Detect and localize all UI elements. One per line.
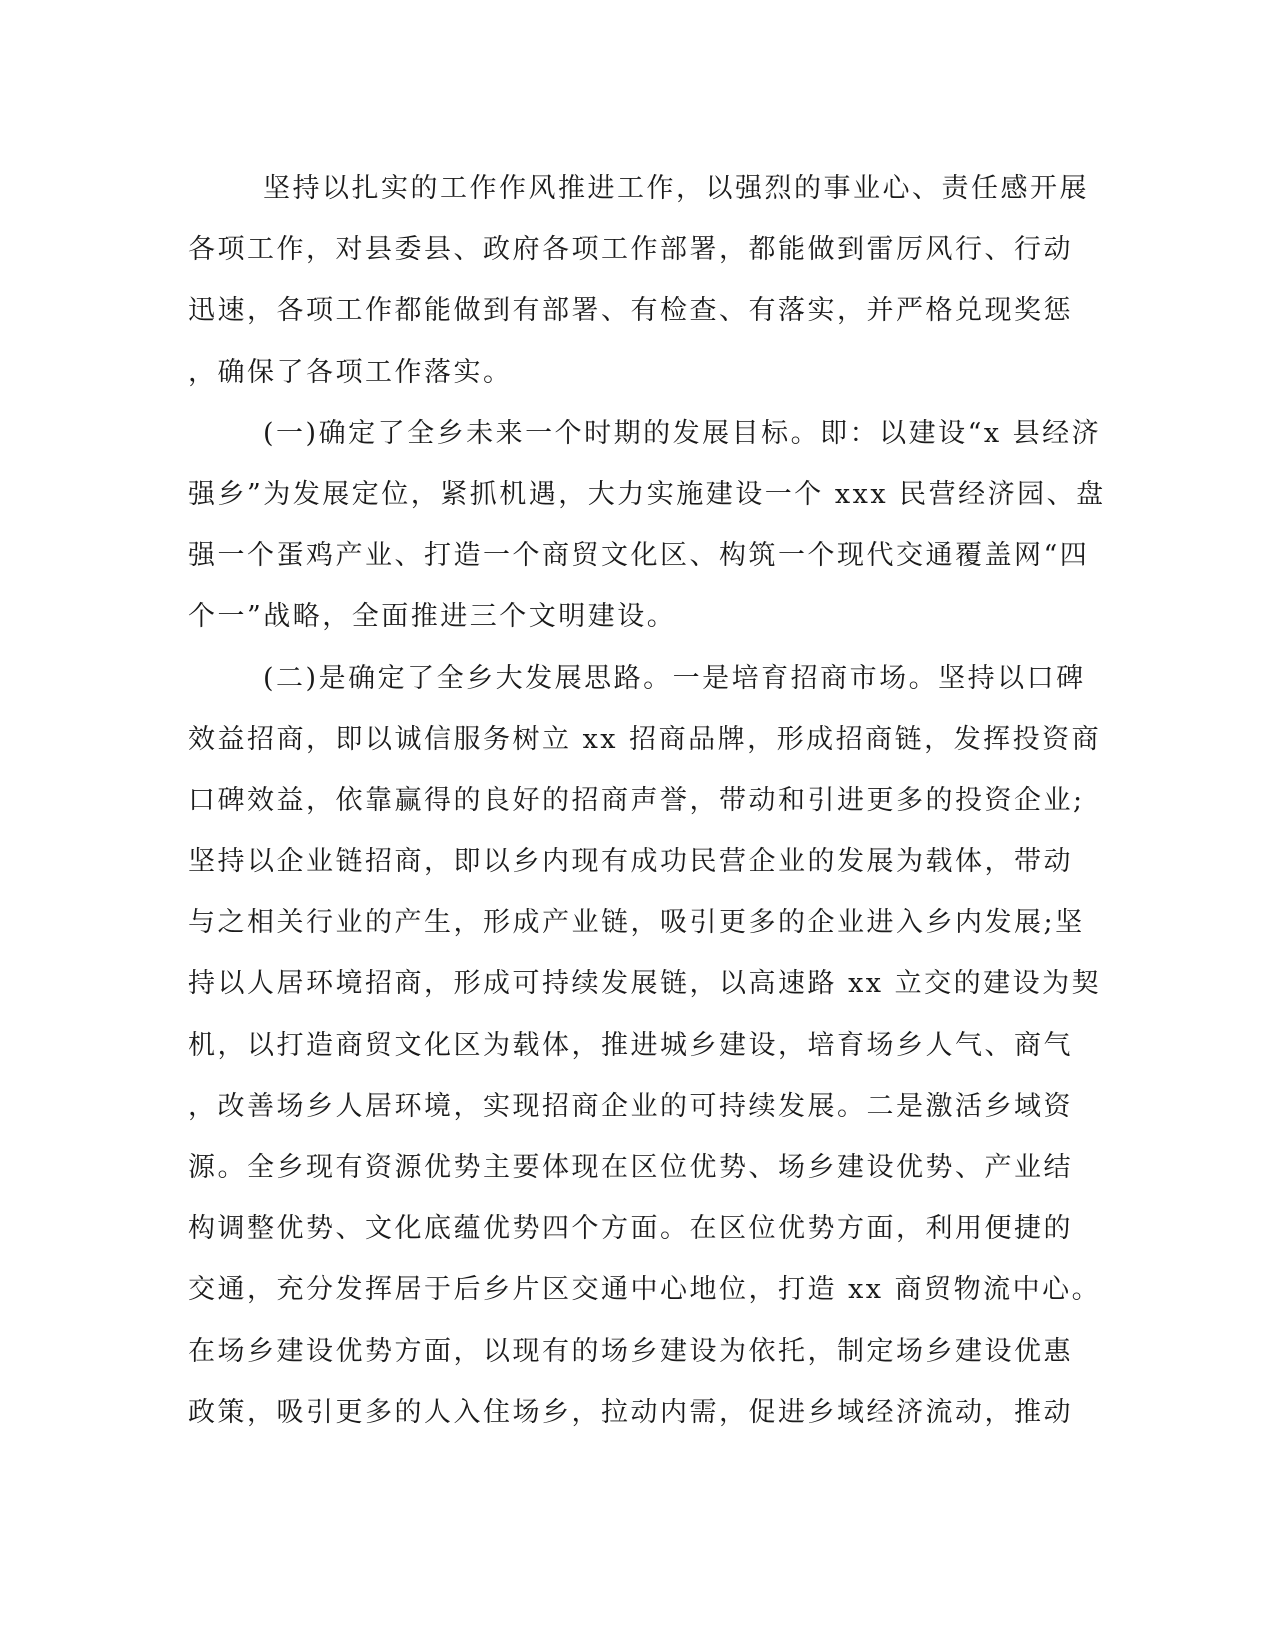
text-line: 机，以打造商贸文化区为载体，推进城乡建设，培育场乡人气、商气 — [188, 1029, 1073, 1061]
text-line: 强乡”为发展定位，紧抓机遇，大力实施建设一个 xxx 民营经济园、盘 — [188, 478, 1106, 510]
text-line: 口碑效益，依靠赢得的良好的招商声誉，带动和引进更多的投资企业; — [188, 784, 1085, 816]
text-line: 持以人居环境招商，形成可持续发展链，以高速路 xx 立交的建设为契 — [188, 968, 1102, 1000]
text-line: 迅速，各项工作都能做到有部署、有检查、有落实，并严格兑现奖惩 — [188, 295, 1073, 327]
text-line: 效益招商，即以诚信服务树立 xx 招商品牌，形成招商链，发挥投资商 — [188, 723, 1102, 755]
text-line: 政策，吸引更多的人入住场乡，拉动内需，促进乡域经济流动，推动 — [188, 1396, 1073, 1428]
text-line: 构调整优势、文化底蕴优势四个方面。在区位优势方面，利用便捷的 — [188, 1213, 1073, 1245]
text-line: 各项工作，对县委县、政府各项工作部署，都能做到雷厉风行、行动 — [188, 234, 1073, 266]
text-line: 强一个蛋鸡产业、打造一个商贸文化区、构筑一个现代交通覆盖网“四 — [188, 540, 1090, 572]
text-line: 坚持以企业链招商，即以乡内现有成功民营企业的发展为载体，带动 — [188, 846, 1073, 878]
text-line: (一)确定了全乡未来一个时期的发展目标。即：以建设“x 县经济 — [263, 417, 1102, 449]
text-line: 交通，充分发挥居于后乡片区交通中心地位，打造 xx 商贸物流中心。 — [188, 1274, 1102, 1306]
text-line: 与之相关行业的产生，形成产业链，吸引更多的企业进入乡内发展;坚 — [188, 907, 1085, 939]
text-line: 源。全乡现有资源优势主要体现在区位优势、场乡建设优势、产业结 — [188, 1152, 1073, 1183]
text-line: 在场乡建设优势方面，以现有的场乡建设为依托，制定场乡建设优惠 — [188, 1335, 1073, 1367]
text-line: (二)是确定了全乡大发展思路。一是培育招商市场。坚持以口碑 — [263, 662, 1086, 694]
body-text — [188, 158, 1106, 1443]
text-line: ，改善场乡人居环境，实现招商企业的可持续发展。二是激活乡域资 — [188, 1090, 1073, 1122]
text-line: 坚持以扎实的工作作风推进工作，以强烈的事业心、责任感开展 — [263, 173, 1089, 204]
text-line: 个一”战略，全面推进三个文明建设。 — [188, 601, 677, 633]
text-line: ，确保了各项工作落实。 — [188, 356, 513, 388]
